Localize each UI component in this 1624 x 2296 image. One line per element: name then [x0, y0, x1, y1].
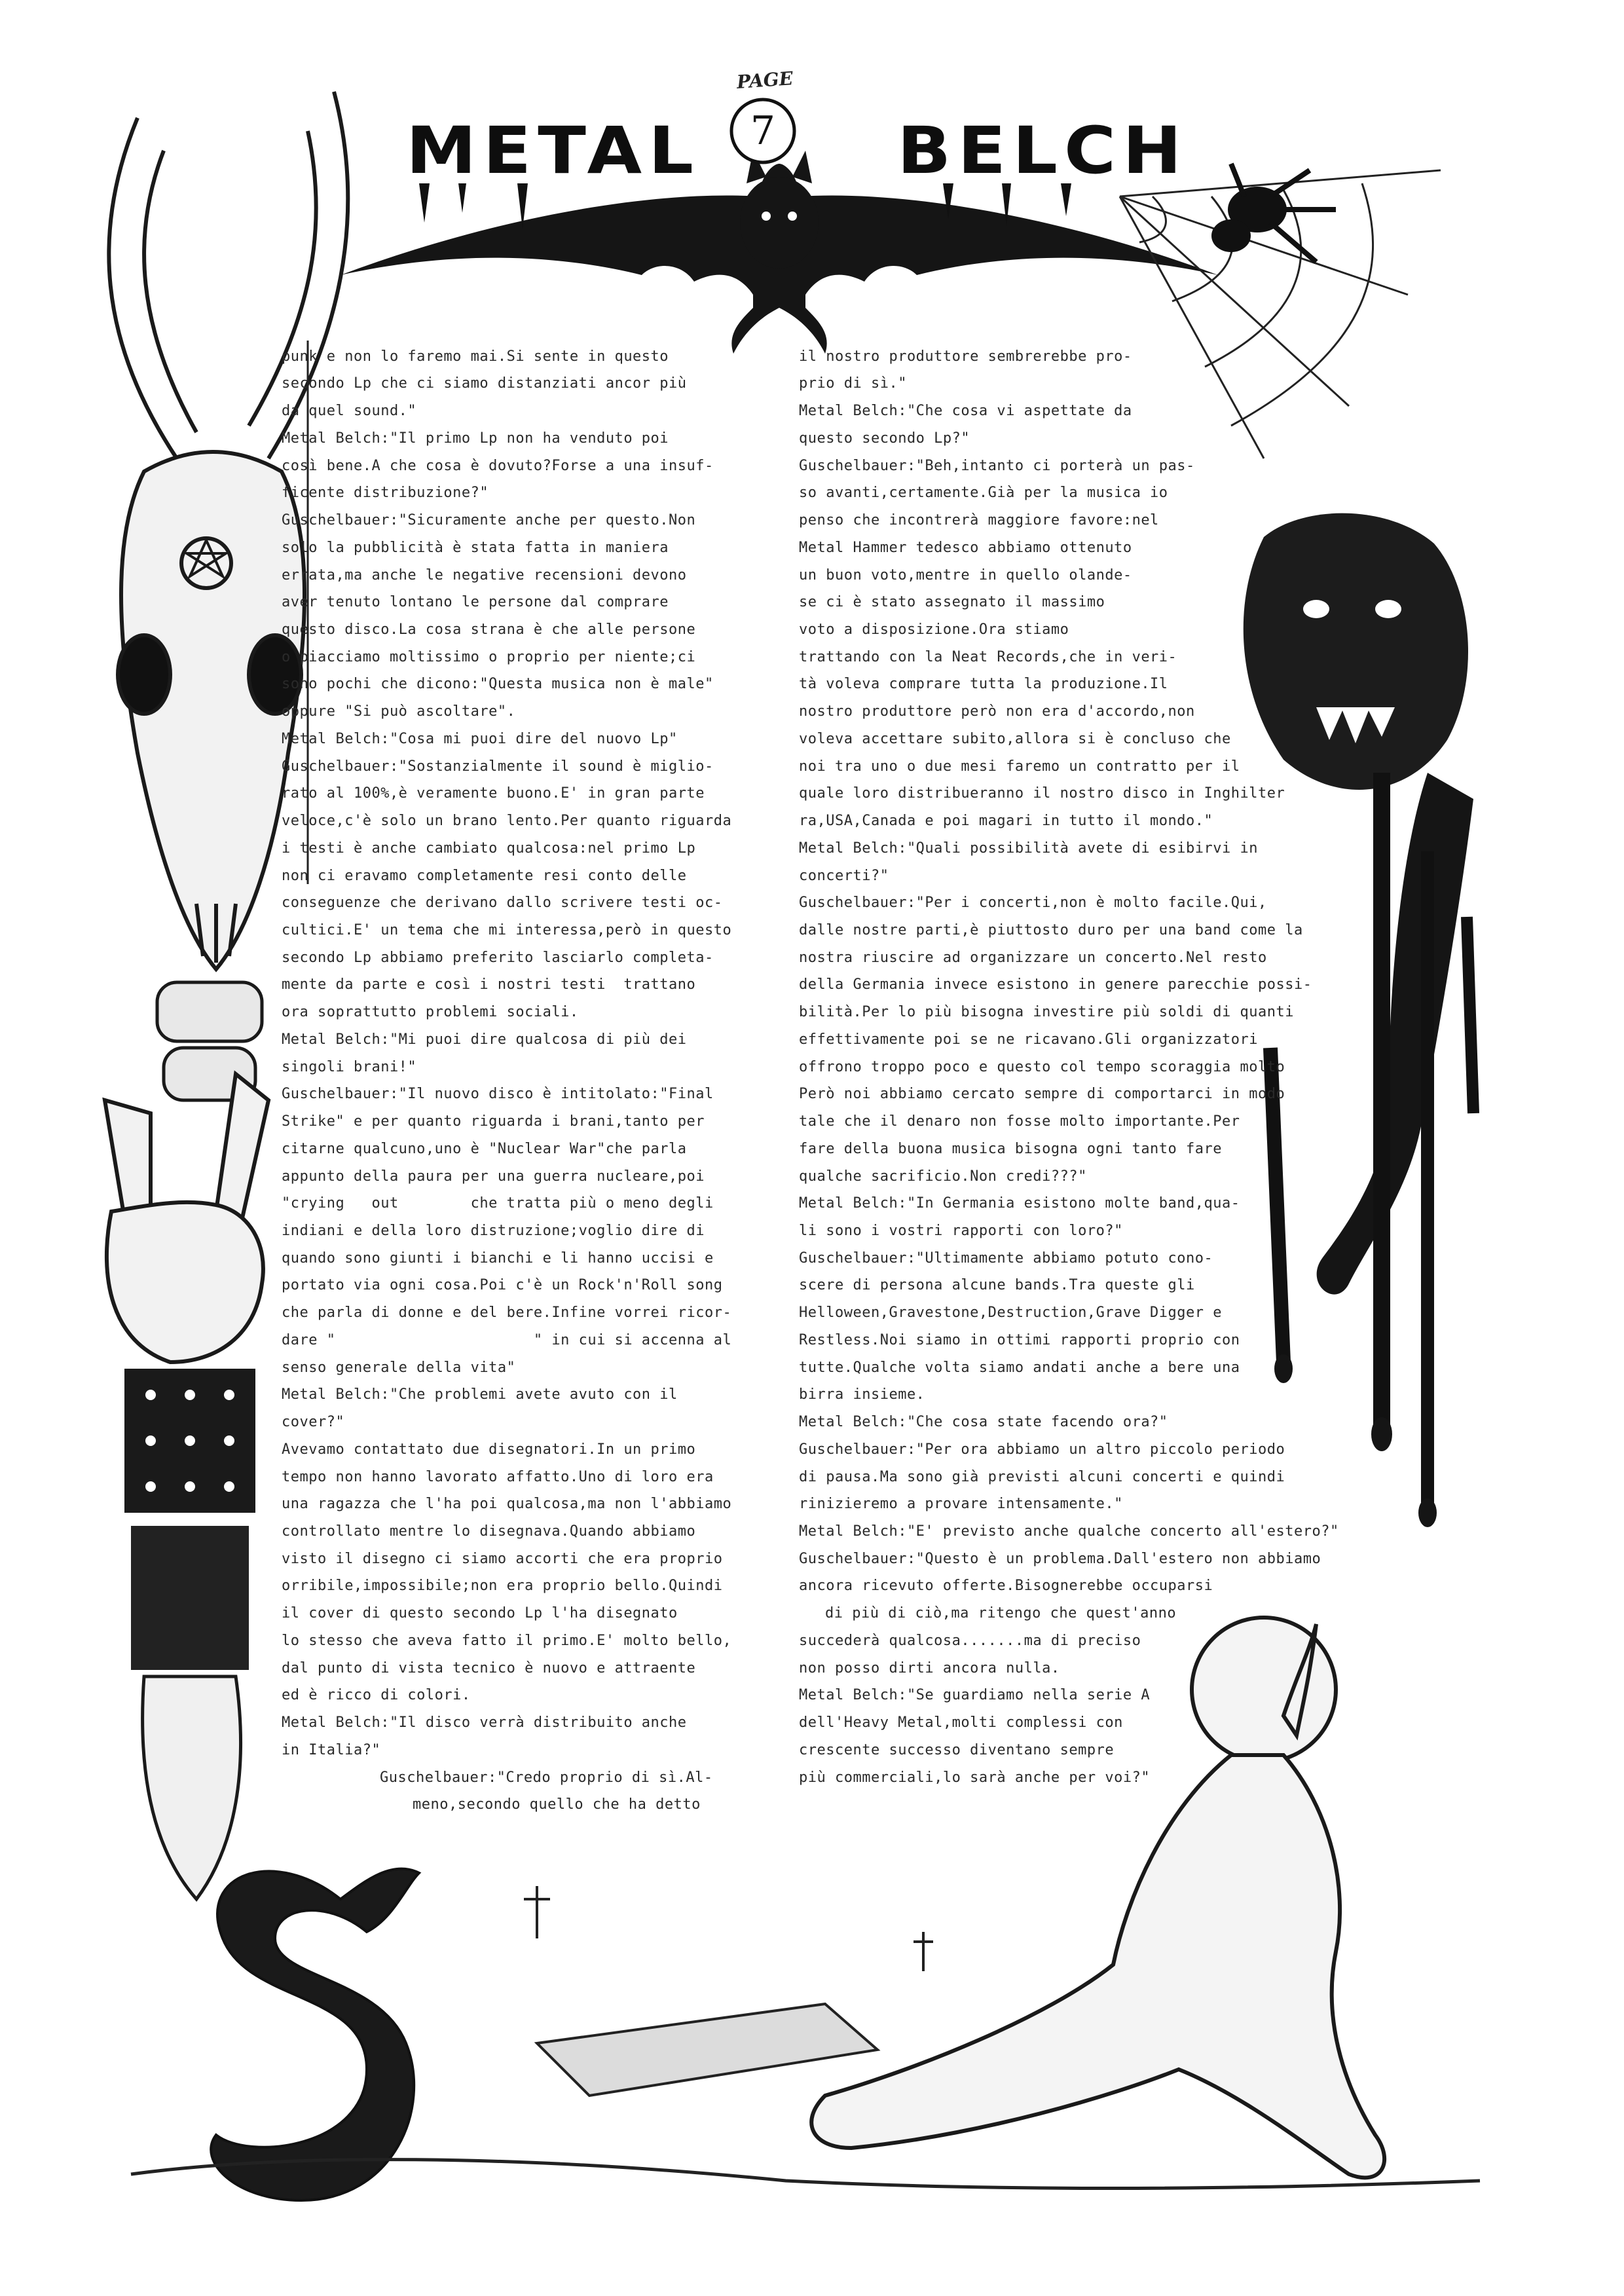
- text-line: sono pochi che dicono:"Questa musica non è male": [282, 676, 714, 692]
- text-line: questo secondo Lp?": [799, 430, 970, 447]
- text-line: veloce,c'è solo un brano lento.Per quanto riguarda: [282, 813, 732, 829]
- text-line: di più di ciò,ma ritengo che quest'anno: [825, 1605, 1177, 1621]
- text-line: lo stesso che aveva fatto il primo.E' molto bello,: [282, 1633, 732, 1649]
- text-line: Avevamo contattato due disegnatori.In un primo: [282, 1441, 696, 1458]
- text-line: rato al 100%,è veramente buono.E' in gran parte: [282, 785, 705, 802]
- text-line: citarne qualcuno,uno è "Nuclear War"che parla: [282, 1141, 687, 1157]
- text-line: di pausa.Ma sono già previsti alcuni concerti e quindi: [799, 1469, 1285, 1485]
- text-line: offrono troppo poco e questo col tempo scoraggia molto: [799, 1059, 1285, 1075]
- text-line: ed è ricco di colori.: [282, 1687, 471, 1703]
- text-line: oppure "Si può ascoltare".: [282, 703, 516, 720]
- text-line: voto a disposizione.Ora stiamo: [799, 621, 1069, 638]
- text-line: cover?": [282, 1414, 345, 1430]
- text-line: bilità.Per lo più bisogna investire più soldi di quanti: [799, 1004, 1294, 1020]
- text-line: fare della buona musica bisogna ogni tanto fare: [799, 1141, 1223, 1157]
- text-line: il nostro produttore sembrerebbe pro-: [799, 348, 1132, 365]
- text-line: Restless.Noi siamo in ottimi rapporti proprio con: [799, 1332, 1240, 1348]
- text-line: Metal Belch:"Che cosa vi aspettate da: [799, 403, 1132, 419]
- text-line: o piacciamo moltissimo o proprio per niente;ci: [282, 649, 696, 665]
- text-line: questo disco.La cosa strana è che alle persone: [282, 621, 696, 638]
- text-line: birra insieme.: [799, 1386, 925, 1403]
- text-line: Guschelbauer:"Per ora abbiamo un altro piccolo periodo: [799, 1441, 1285, 1458]
- text-line: Guschelbauer:"Beh,intanto ci porterà un pas-: [799, 458, 1195, 474]
- logo-belch: BELCH: [897, 113, 1189, 189]
- text-line: nostra riuscire ad organizzare un concerto.Nel resto: [799, 950, 1267, 966]
- text-line: senso generale della vita": [282, 1360, 516, 1376]
- text-line: una ragazza che l'ha poi qualcosa,ma non l'abbiamo: [282, 1496, 732, 1512]
- text-line: Metal Belch:"Che cosa state facendo ora?": [799, 1414, 1168, 1430]
- text-line: Metal Belch:"Se guardiamo nella serie A: [799, 1687, 1151, 1703]
- text-line: ficente distribuzione?": [282, 485, 489, 501]
- text-line: dell'Heavy Metal,molti complessi con: [799, 1714, 1123, 1731]
- spiked-bracelet-illustration: [124, 1369, 255, 1899]
- text-line: un buon voto,mentre in quello olande-: [799, 567, 1132, 583]
- text-line: tale che il denaro non fosse molto importante.Per: [799, 1113, 1240, 1130]
- text-line: rinizieremo a provare intensamente.": [799, 1496, 1123, 1512]
- text-line: Guschelbauer:"Sostanzialmente il sound è miglio-: [282, 758, 714, 775]
- logo-metal: METAL: [406, 113, 700, 189]
- text-line: quando sono giunti i bianchi e li hanno uccisi e: [282, 1250, 714, 1267]
- text-line: cultici.E' un tema che mi interessa,però in questo: [282, 922, 732, 938]
- text-line: so avanti,certamente.Già per la musica io: [799, 485, 1168, 501]
- text-line: voleva accettare subito,allora si è concluso che: [799, 731, 1231, 747]
- text-line: Metal Belch:"Il disco verrà distribuito anche: [282, 1714, 687, 1731]
- text-line: punk e non lo faremo mai.Si sente in questo: [282, 348, 669, 365]
- text-line: visto il disegno ci siamo accorti che era proprio: [282, 1551, 723, 1567]
- text-line: più commerciali,lo sarà anche per voi?": [799, 1769, 1151, 1786]
- text-line: Metal Belch:"Cosa mi puoi dire del nuovo Lp": [282, 731, 678, 747]
- text-line: singoli brani!": [282, 1059, 417, 1075]
- text-line: aver tenuto lontano le persone dal comprare: [282, 594, 669, 610]
- text-line: Metal Belch:"Quali possibilità avete di esibirvi in: [799, 840, 1259, 857]
- text-line: concerti?": [799, 868, 889, 884]
- text-line: il cover di questo secondo Lp l'ha disegnato: [282, 1605, 678, 1621]
- text-line: indiani e della loro distruzione;voglio dire di: [282, 1223, 705, 1239]
- text-line: errata,ma anche le negative recensioni devono: [282, 567, 687, 583]
- text-line: appunto della paura per una guerra nucleare,poi: [282, 1168, 705, 1185]
- text-line: trattando con la Neat Records,che in veri-: [799, 649, 1177, 665]
- text-line: portato via ogni cosa.Poi c'è un Rock'n'Roll song: [282, 1277, 723, 1293]
- text-line: Strike" e per quanto riguarda i brani,tanto per: [282, 1113, 705, 1130]
- text-line: tà voleva comprare tutta la produzione.Il: [799, 676, 1168, 692]
- text-line: che parla di donne e del bere.Infine vorrei ricor-: [282, 1305, 732, 1321]
- text-line: noi tra uno o due mesi faremo un contratto per il: [799, 758, 1240, 775]
- wolf-head-illustration: [1244, 513, 1468, 790]
- text-line: i testi è anche cambiato qualcosa:nel primo Lp: [282, 840, 696, 857]
- text-line: conseguenze che derivano dallo scrivere testi oc-: [282, 895, 723, 911]
- text-line: effettivamente poi se ne ricavano.Gli organizzatori: [799, 1031, 1259, 1048]
- page-label: PAGE: [735, 67, 794, 93]
- text-line: penso che incontrerà maggiore favore:nel: [799, 512, 1159, 528]
- text-line: "crying out che tratta più o meno degli: [282, 1195, 714, 1212]
- text-line: controllato mentre lo disegnava.Quando abbiamo: [282, 1523, 696, 1540]
- text-line: in Italia?": [282, 1742, 381, 1758]
- text-line: ancora ricevuto offerte.Bisognerebbe occuparsi: [799, 1578, 1213, 1594]
- text-line: Metal Belch:"In Germania esistono molte band,qua-: [799, 1195, 1240, 1212]
- text-line: ora soprattutto problemi sociali.: [282, 1004, 579, 1020]
- text-line: non ci eravamo completamente resi conto delle: [282, 868, 687, 884]
- text-line: se ci è stato assegnato il massimo: [799, 594, 1105, 610]
- text-line: scere di persona alcune bands.Tra queste gli: [799, 1277, 1195, 1293]
- text-line: crescente successo diventano sempre: [799, 1742, 1115, 1758]
- text-line: Guschelbauer:"Sicuramente anche per questo.Non: [282, 512, 696, 528]
- text-line: Metal Belch:"Il primo Lp non ha venduto poi: [282, 430, 669, 447]
- text-line: tempo non hanno lavorato affatto.Uno di loro era: [282, 1469, 714, 1485]
- text-line: Metal Belch:"E' previsto anche qualche concerto all'estero?": [799, 1523, 1339, 1540]
- text-line: solo la pubblicità è stata fatta in maniera: [282, 540, 669, 556]
- text-line: Guschelbauer:"Il nuovo disco è intitolato:"Final: [282, 1086, 714, 1102]
- text-line: così bene.A che cosa è dovuto?Forse a una insuf-: [282, 458, 714, 474]
- text-line: secondo Lp che ci siamo distanziati ancor più: [282, 375, 687, 392]
- text-line: della Germania invece esistono in genere parecchie possi-: [799, 976, 1312, 993]
- text-line: qualche sacrificio.Non credi???": [799, 1168, 1087, 1185]
- text-line: dal punto di vista tecnico è nuovo e attraente: [282, 1660, 696, 1676]
- text-line: succederà qualcosa.......ma di preciso: [799, 1633, 1141, 1649]
- spider-illustration: [1211, 164, 1336, 262]
- text-line: prio di sì.": [799, 375, 907, 392]
- text-line: li sono i vostri rapporti con loro?": [799, 1223, 1123, 1239]
- text-line: Guschelbauer:"Per i concerti,non è molto facile.Qui,: [799, 895, 1267, 911]
- text-line: meno,secondo quello che ha detto: [413, 1796, 701, 1813]
- text-line: secondo Lp abbiamo preferito lasciarlo completa-: [282, 950, 714, 966]
- text-line: Metal Belch:"Mi puoi dire qualcosa di più dei: [282, 1031, 687, 1048]
- text-line: dare " " in cui si accenna al: [282, 1332, 732, 1348]
- text-line: da quel sound.": [282, 403, 417, 419]
- text-line: orribile,impossibile;non era proprio bello.Quindi: [282, 1578, 723, 1594]
- text-line: mente da parte e così i nostri testi trattano: [282, 976, 696, 993]
- goat-skull-illustration: [109, 92, 348, 969]
- text-line: Metal Hammer tedesco abbiamo ottenuto: [799, 540, 1132, 556]
- text-line: non posso dirti ancora nulla.: [799, 1660, 1060, 1676]
- text-line: Metal Belch:"Che problemi avete avuto con il: [282, 1386, 678, 1403]
- snake-illustration: [211, 1869, 419, 2200]
- text-line: Guschelbauer:"Questo è un problema.Dall'estero non abbiamo: [799, 1551, 1321, 1567]
- horns-hand-illustration: [105, 1074, 268, 1362]
- text-line: nostro produttore però non era d'accordo,non: [799, 703, 1195, 720]
- guitar-illustration: [1270, 773, 1473, 1527]
- text-line: Però noi abbiamo cercato sempre di comportarci in modo: [799, 1086, 1285, 1102]
- text-line: Guschelbauer:"Credo proprio di sì.Al-: [380, 1769, 713, 1786]
- text-line: dalle nostre parti,è piuttosto duro per una band come la: [799, 922, 1303, 938]
- text-line: Guschelbauer:"Ultimamente abbiamo potuto cono-: [799, 1250, 1213, 1267]
- text-line: tutte.Qualche volta siamo andati anche a bere una: [799, 1360, 1240, 1376]
- text-line: Helloween,Gravestone,Destruction,Grave Digger e: [799, 1305, 1223, 1321]
- text-line: quale loro distribueranno il nostro disco in Inghilter: [799, 785, 1285, 802]
- page-number: 7: [750, 108, 776, 154]
- text-line: ra,USA,Canada e poi magari in tutto il mondo.": [799, 813, 1213, 829]
